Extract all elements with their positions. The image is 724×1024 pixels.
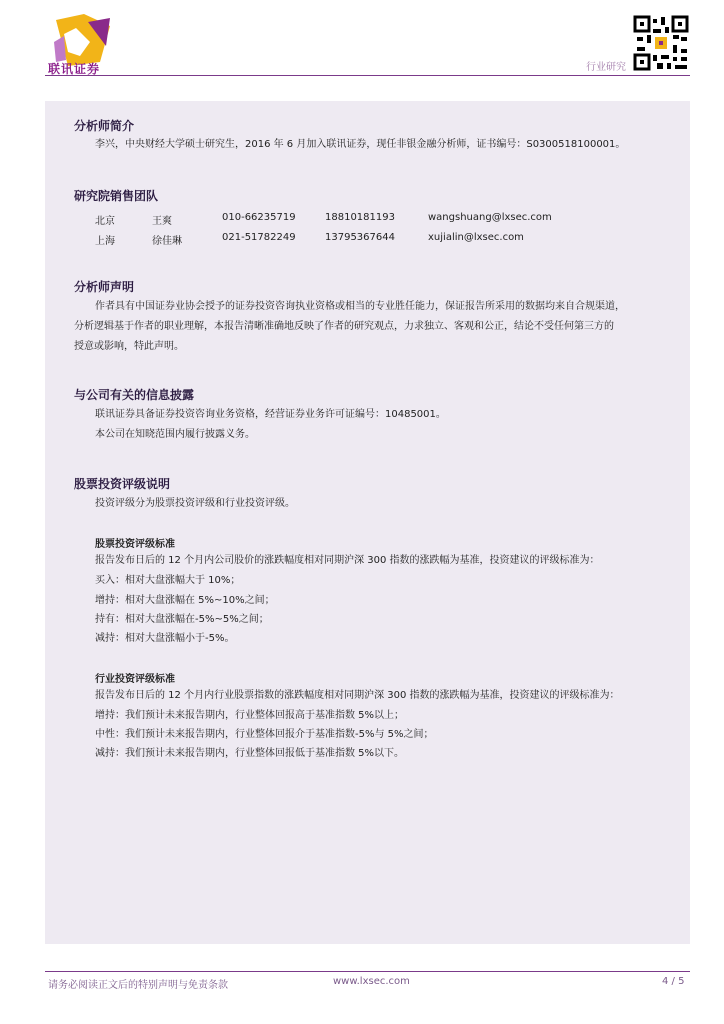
industry-rating-line: 增持：我们预计未来报告期内，行业整体回报高于基准指数 5%以上； — [95, 710, 405, 721]
disclosure-title: 与公司有关的信息披露 — [74, 388, 195, 402]
sales-phone: 010-66235719 — [222, 212, 296, 223]
report-type-tag: 行业研究 — [586, 62, 626, 73]
sales-city: 北京 — [95, 216, 115, 227]
sales-email: xujialin@lxsec.com — [428, 232, 524, 243]
content-panel — [45, 101, 690, 944]
header-divider — [45, 75, 690, 76]
sales-mobile: 18810181193 — [325, 212, 395, 223]
sales-city: 上海 — [95, 236, 115, 247]
page-number: 4 / 5 — [662, 976, 685, 987]
qr-code-icon — [633, 15, 689, 71]
sales-phone: 021-51782249 — [222, 232, 296, 243]
analyst-intro-text: 李兴，中央财经大学硕士研究生，2016 年 6 月加入联讯证券，现任非银金融分析师，证书编号：S0300518100001。 — [95, 139, 626, 150]
footer-divider — [45, 971, 690, 972]
sales-name: 徐佳琳 — [152, 236, 182, 247]
stock-rating-line: 增持：相对大盘涨幅在 5%~10%之间； — [95, 595, 275, 606]
analyst-statement-title: 分析师声明 — [74, 280, 135, 294]
rating-title: 股票投资评级说明 — [74, 477, 171, 491]
footer-website: www.lxsec.com — [333, 976, 410, 987]
industry-rating-line: 减持：我们预计未来报告期内，行业整体回报低于基准指数 5%以下。 — [95, 748, 405, 759]
analyst-statement-line: 分析逻辑基于作者的职业理解，本报告清晰准确地反映了作者的研究观点，力求独立、客观和公正，结论不受任何第三方的 — [74, 321, 614, 332]
disclosure-line: 联讯证券具备证券投资咨询业务资格，经营证券业务许可证编号：10485001。 — [95, 409, 446, 420]
industry-rating-line: 中性：我们预计未来报告期内，行业整体回报介于基准指数-5%与 5%之间； — [95, 729, 434, 740]
stock-rating-line: 持有：相对大盘涨幅在-5%~5%之间； — [95, 614, 269, 625]
sales-name: 王爽 — [152, 216, 172, 227]
stock-rating-title: 股票投资评级标准 — [95, 539, 175, 550]
industry-rating-title: 行业投资评级标准 — [95, 674, 175, 685]
analyst-intro-title: 分析师简介 — [74, 119, 135, 133]
footer-disclaimer: 请务必阅读正文后的特别声明与免责条款 — [48, 980, 228, 991]
sales-team-title: 研究院销售团队 — [74, 189, 159, 203]
sales-mobile: 13795367644 — [325, 232, 395, 243]
analyst-statement-line: 授意或影响，特此声明。 — [74, 341, 184, 352]
stock-rating-line: 报告发布日后的 12 个月内公司股价的涨跌幅度相对同期沪深 300 指数的涨跌幅为基准，投资建议的评级标准为： — [95, 555, 600, 566]
analyst-statement-line: 作者具有中国证券业协会授予的证券投资咨询执业资格或相当的专业胜任能力，保证报告所采用的数据均来自合规渠道， — [95, 301, 625, 312]
industry-rating-line: 报告发布日后的 12 个月内行业股票指数的涨跌幅度相对同期沪深 300 指数的涨跌幅为基准，投资建议的评级标准为： — [95, 690, 620, 701]
logo-text: 联讯证券 — [48, 62, 101, 76]
disclosure-line: 本公司在知晓范围内履行披露义务。 — [95, 429, 255, 440]
stock-rating-line: 买入：相对大盘涨幅大于 10%； — [95, 575, 241, 586]
rating-intro: 投资评级分为股票投资评级和行业投资评级。 — [95, 498, 295, 509]
stock-rating-line: 减持：相对大盘涨幅小于-5%。 — [95, 633, 235, 644]
sales-email: wangshuang@lxsec.com — [428, 212, 552, 223]
